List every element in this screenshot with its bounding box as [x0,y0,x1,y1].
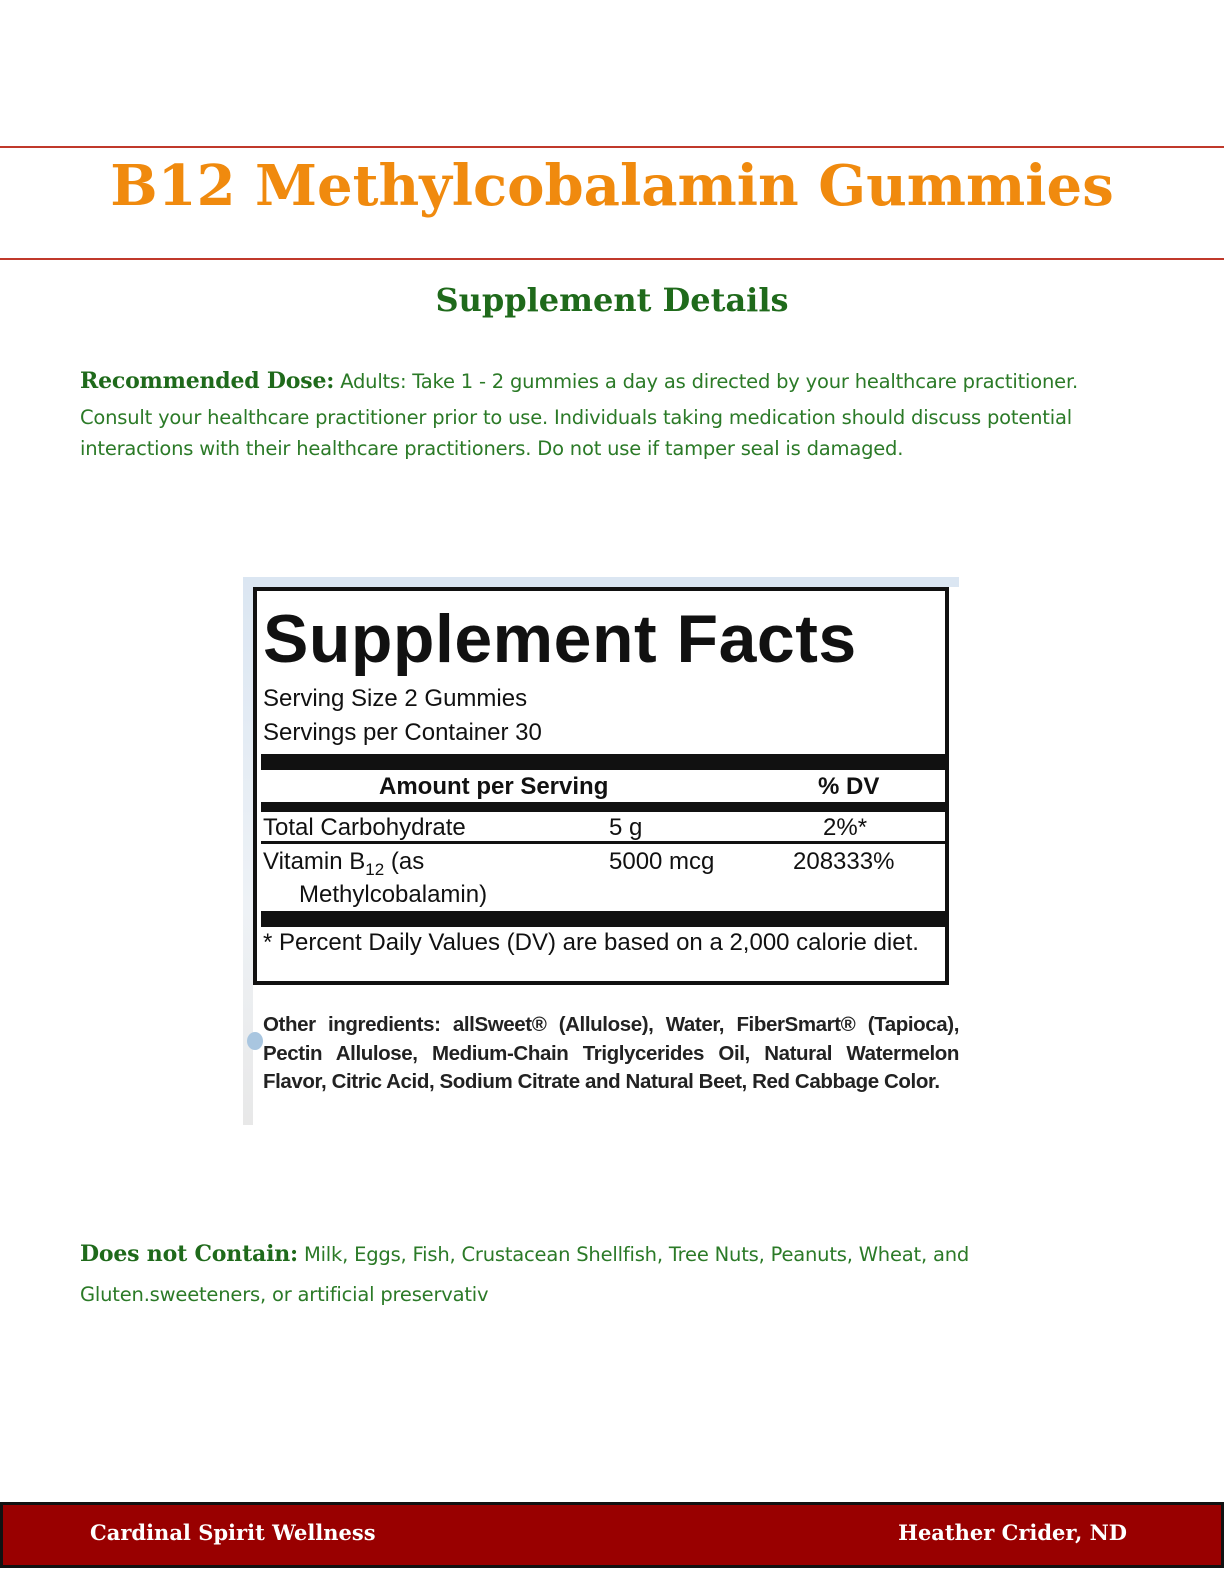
recommended-dose-label: Recommended Dose: [80,368,335,394]
facts-divider-medium [261,802,945,812]
footer-business-name: Cardinal Spirit Wellness [90,1520,376,1545]
nutrient-amount: 5000 mcg [609,848,715,875]
header-amount-per-serving: Amount per Serving [379,773,609,800]
does-not-contain-paragraph [80,1234,1160,1315]
header-percent-dv: % DV [818,773,880,800]
page-title: B12 Methylcobalamin Gummies [110,153,1114,219]
does-not-contain-text: Milk, Eggs, Fish, Crustacean Shellfish, Tree Nuts, Peanuts, Wheat, and Gluten.sweeteners, or artificial preservativ [80,1243,970,1306]
section-title: Supplement Details [435,281,789,319]
image-background-tint [243,577,959,587]
supplement-facts-image [243,577,959,1125]
servings-per-container: Servings per Container 30 [263,719,542,746]
daily-value-footnote: * Percent Daily Values (DV) are based on a 2,000 calorie diet. [263,929,919,956]
nutrient-name-suffix: (as [384,848,425,875]
does-not-contain-label: Does not Contain: [80,1241,298,1267]
footer-bar [0,1502,1224,1568]
bottom-divider [0,258,1224,260]
nutrient-dv: 2%* [823,814,868,841]
supplement-facts-panel [253,587,949,985]
nutrient-name: Total Carbohydrate [263,814,466,841]
recommended-dose-warning: Consult your healthcare practitioner prior to use. Individuals taking medication should discuss potential interactions with their healthcare practitioners. Do not use if tamper seal is damaged. [80,406,1072,460]
nutrient-name-subscript: 12 [365,860,385,879]
facts-divider-thick [261,911,945,927]
nutrient-name-prefix: Vitamin B [263,848,366,875]
facts-divider-thick [261,754,945,770]
recommended-dose-text: Adults: Take 1 - 2 gummies a day as directed by your healthcare practitioner. [340,370,1078,393]
nutrient-amount: 5 g [609,814,643,841]
other-ingredients: Other ingredients: allSweet® (Allulose), Water, FiberSmart® (Tapioca), Pectin Allulose, Medium-Chain Triglycerides Oil, Natural Watermelon Flavor, Citric Acid, Sodium Citrate and Natural Beet, Red Cabbage Color. [263,1013,959,1093]
facts-title: Supplement Facts [263,601,857,677]
nutrient-dv: 208333% [793,848,895,875]
recommended-dose-paragraph [80,364,1160,464]
serving-size: Serving Size 2 Gummies [263,685,528,712]
decorative-splash-shape [247,1032,263,1050]
facts-divider-thin [261,841,945,844]
nutrient-name-line2: Methylcobalamin) [299,881,488,908]
footer-practitioner-name: Heather Crider, ND [898,1520,1127,1545]
